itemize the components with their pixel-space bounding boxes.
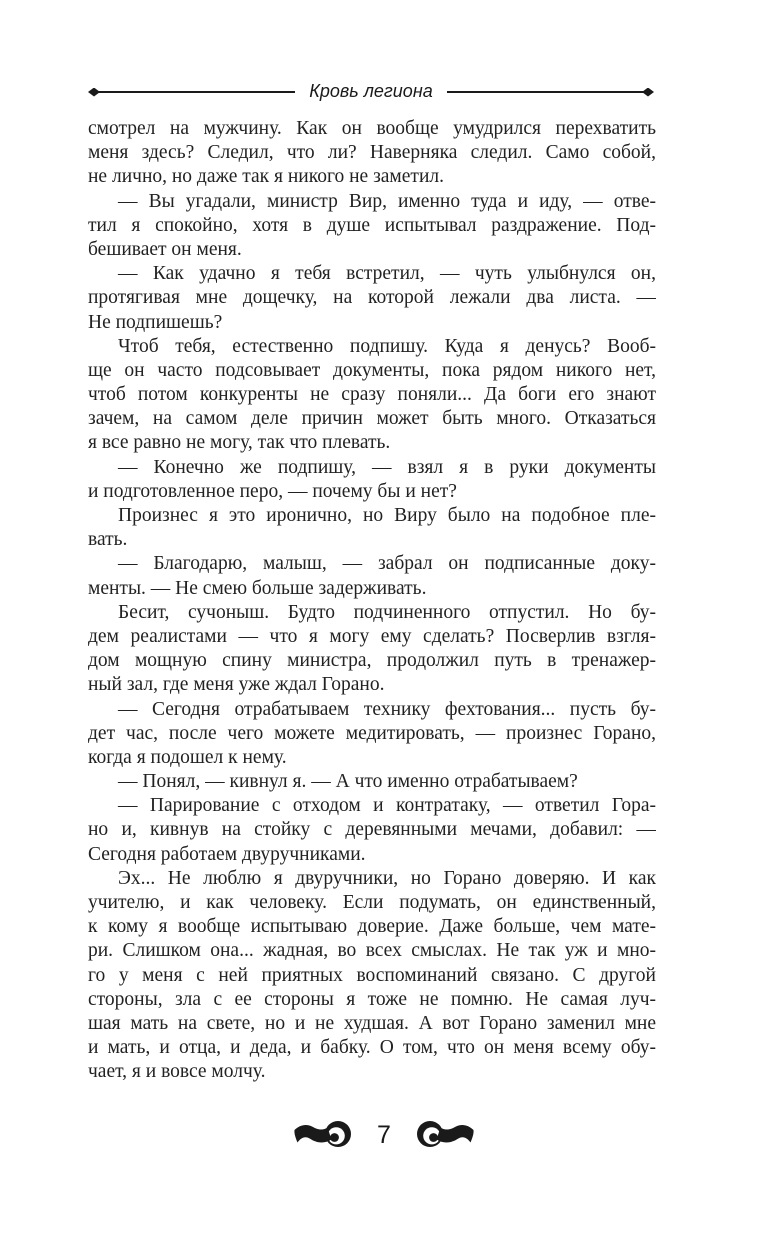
running-header-title: Кровь легиона	[309, 80, 433, 101]
text-line: Не подпишешь?	[88, 311, 223, 333]
header-rule-right-diamond-icon	[642, 88, 654, 97]
text-line: чтоб потом конкуренты не сразу поняли... Да боги его знают	[88, 384, 656, 406]
paragraph	[88, 262, 656, 335]
text-line: протягивая мне дощечку, на которой лежали два листа. —	[88, 287, 656, 309]
text-line: ри. Слишком она... жадная, во всех смыслах. Не так уж и мно-	[88, 940, 656, 962]
text-line: вать.	[88, 529, 128, 551]
text-line: го у меня с ней приятных воспоминаний связано. С другой	[88, 964, 656, 986]
header-rule-left	[98, 91, 295, 93]
paragraph	[88, 552, 656, 600]
text-line: стороны, зла с ее стороны я тоже не помню. Не самая луч-	[88, 988, 656, 1010]
footer-swirl-flourish-left-icon	[293, 1120, 355, 1150]
text-line: смотрел на мужчину. Как он вообще умудрился перехватить	[88, 118, 656, 139]
text-line: но и, кивнув на стойку с деревянными мечами, добавил: —	[88, 819, 656, 841]
paragraph	[88, 504, 656, 552]
paragraph	[88, 117, 656, 190]
text-line: — Парирование с отходом и контратаку, — ответил Гора-	[118, 795, 656, 817]
text-line: — Благодарю, малыш, — забрал он подписанные доку-	[118, 553, 656, 575]
text-line: чает, я и вовсе молчу.	[88, 1061, 266, 1083]
paragraph	[88, 794, 656, 867]
text-line: я все равно не могу, так что плевать.	[88, 432, 391, 454]
text-line: меня здесь? Следил, что ли? Наверняка следил. Само собой,	[88, 142, 656, 164]
text-line: зачем, на самом деле причин может быть много. Отказаться	[88, 408, 656, 430]
text-line: дет час, после чего можете медитировать, — произнес Горано,	[88, 722, 656, 744]
text-line: не лично, но даже так я никого не заметил.	[88, 166, 444, 188]
text-line: Эх... Не люблю я двуручники, но Горано доверяю. И как	[118, 867, 656, 889]
page-footer	[0, 1120, 768, 1150]
paragraph	[88, 456, 656, 504]
paragraph	[88, 601, 656, 698]
text-line: дом мощную спину министра, продолжил путь в тренажер-	[88, 650, 656, 672]
text-line: тил я спокойно, хотя в душе испытывал раздражение. Под-	[88, 214, 656, 236]
text-line: ще он часто подсовывает документы, пока рядом никого нет,	[88, 359, 656, 381]
text-line: Бесит, сучоныш. Будто подчиненного отпустил. Но бу-	[118, 601, 656, 623]
text-line: шая мать на свете, но и не худшая. А вот Горано заменил мне	[88, 1012, 656, 1034]
text-line: ный зал, где меня уже ждал Горано.	[88, 674, 385, 696]
paragraph	[88, 335, 656, 456]
text-line: — Конечно же подпишу, — взял я в руки документы	[118, 456, 656, 478]
body-text	[88, 117, 656, 1085]
text-line: — Сегодня отрабатываем технику фехтования... пусть бу-	[118, 698, 656, 720]
footer-swirl-flourish-right-icon	[413, 1120, 475, 1150]
paragraph	[88, 867, 656, 1085]
paragraph	[88, 698, 656, 771]
text-line: бешивает он меня.	[88, 238, 242, 260]
text-line: Сегодня работаем двуручниками.	[88, 843, 366, 865]
text-line: — Понял, — кивнул я. — А что именно отрабатываем?	[118, 771, 578, 793]
text-line: когда я подошел к нему.	[88, 746, 287, 768]
text-line: менты. — Не смею больше задерживать.	[88, 577, 427, 599]
text-line: и подготовленное перо, — почему бы и нет?	[88, 480, 457, 502]
page-number: 7	[377, 1121, 391, 1149]
running-header	[88, 82, 654, 102]
text-line: учителю, и как человеку. Если подумать, он единственный,	[88, 892, 656, 913]
header-rule-left-diamond-icon	[88, 88, 100, 97]
text-line: — Как удачно я тебя встретил, — чуть улыбнулся он,	[118, 263, 656, 285]
paragraph	[88, 770, 656, 794]
header-rule-right	[447, 91, 644, 93]
paragraph	[88, 190, 656, 263]
text-line: к кому я вообще испытываю доверие. Даже больше, чем мате-	[88, 916, 656, 938]
text-line: и мать, и отца, и деда, и бабку. О том, что он меня всему обу-	[88, 1037, 656, 1059]
text-line: Произнес я это иронично, но Виру было на подобное пле-	[118, 505, 656, 526]
text-line: — Вы угадали, министр Вир, именно туда и иду, — отве-	[118, 190, 656, 212]
text-line: дем реалистами — что я могу ему сделать? Посверлив взгля-	[88, 625, 656, 647]
text-line: Чтоб тебя, естественно подпишу. Куда я денусь? Вооб-	[118, 335, 656, 357]
